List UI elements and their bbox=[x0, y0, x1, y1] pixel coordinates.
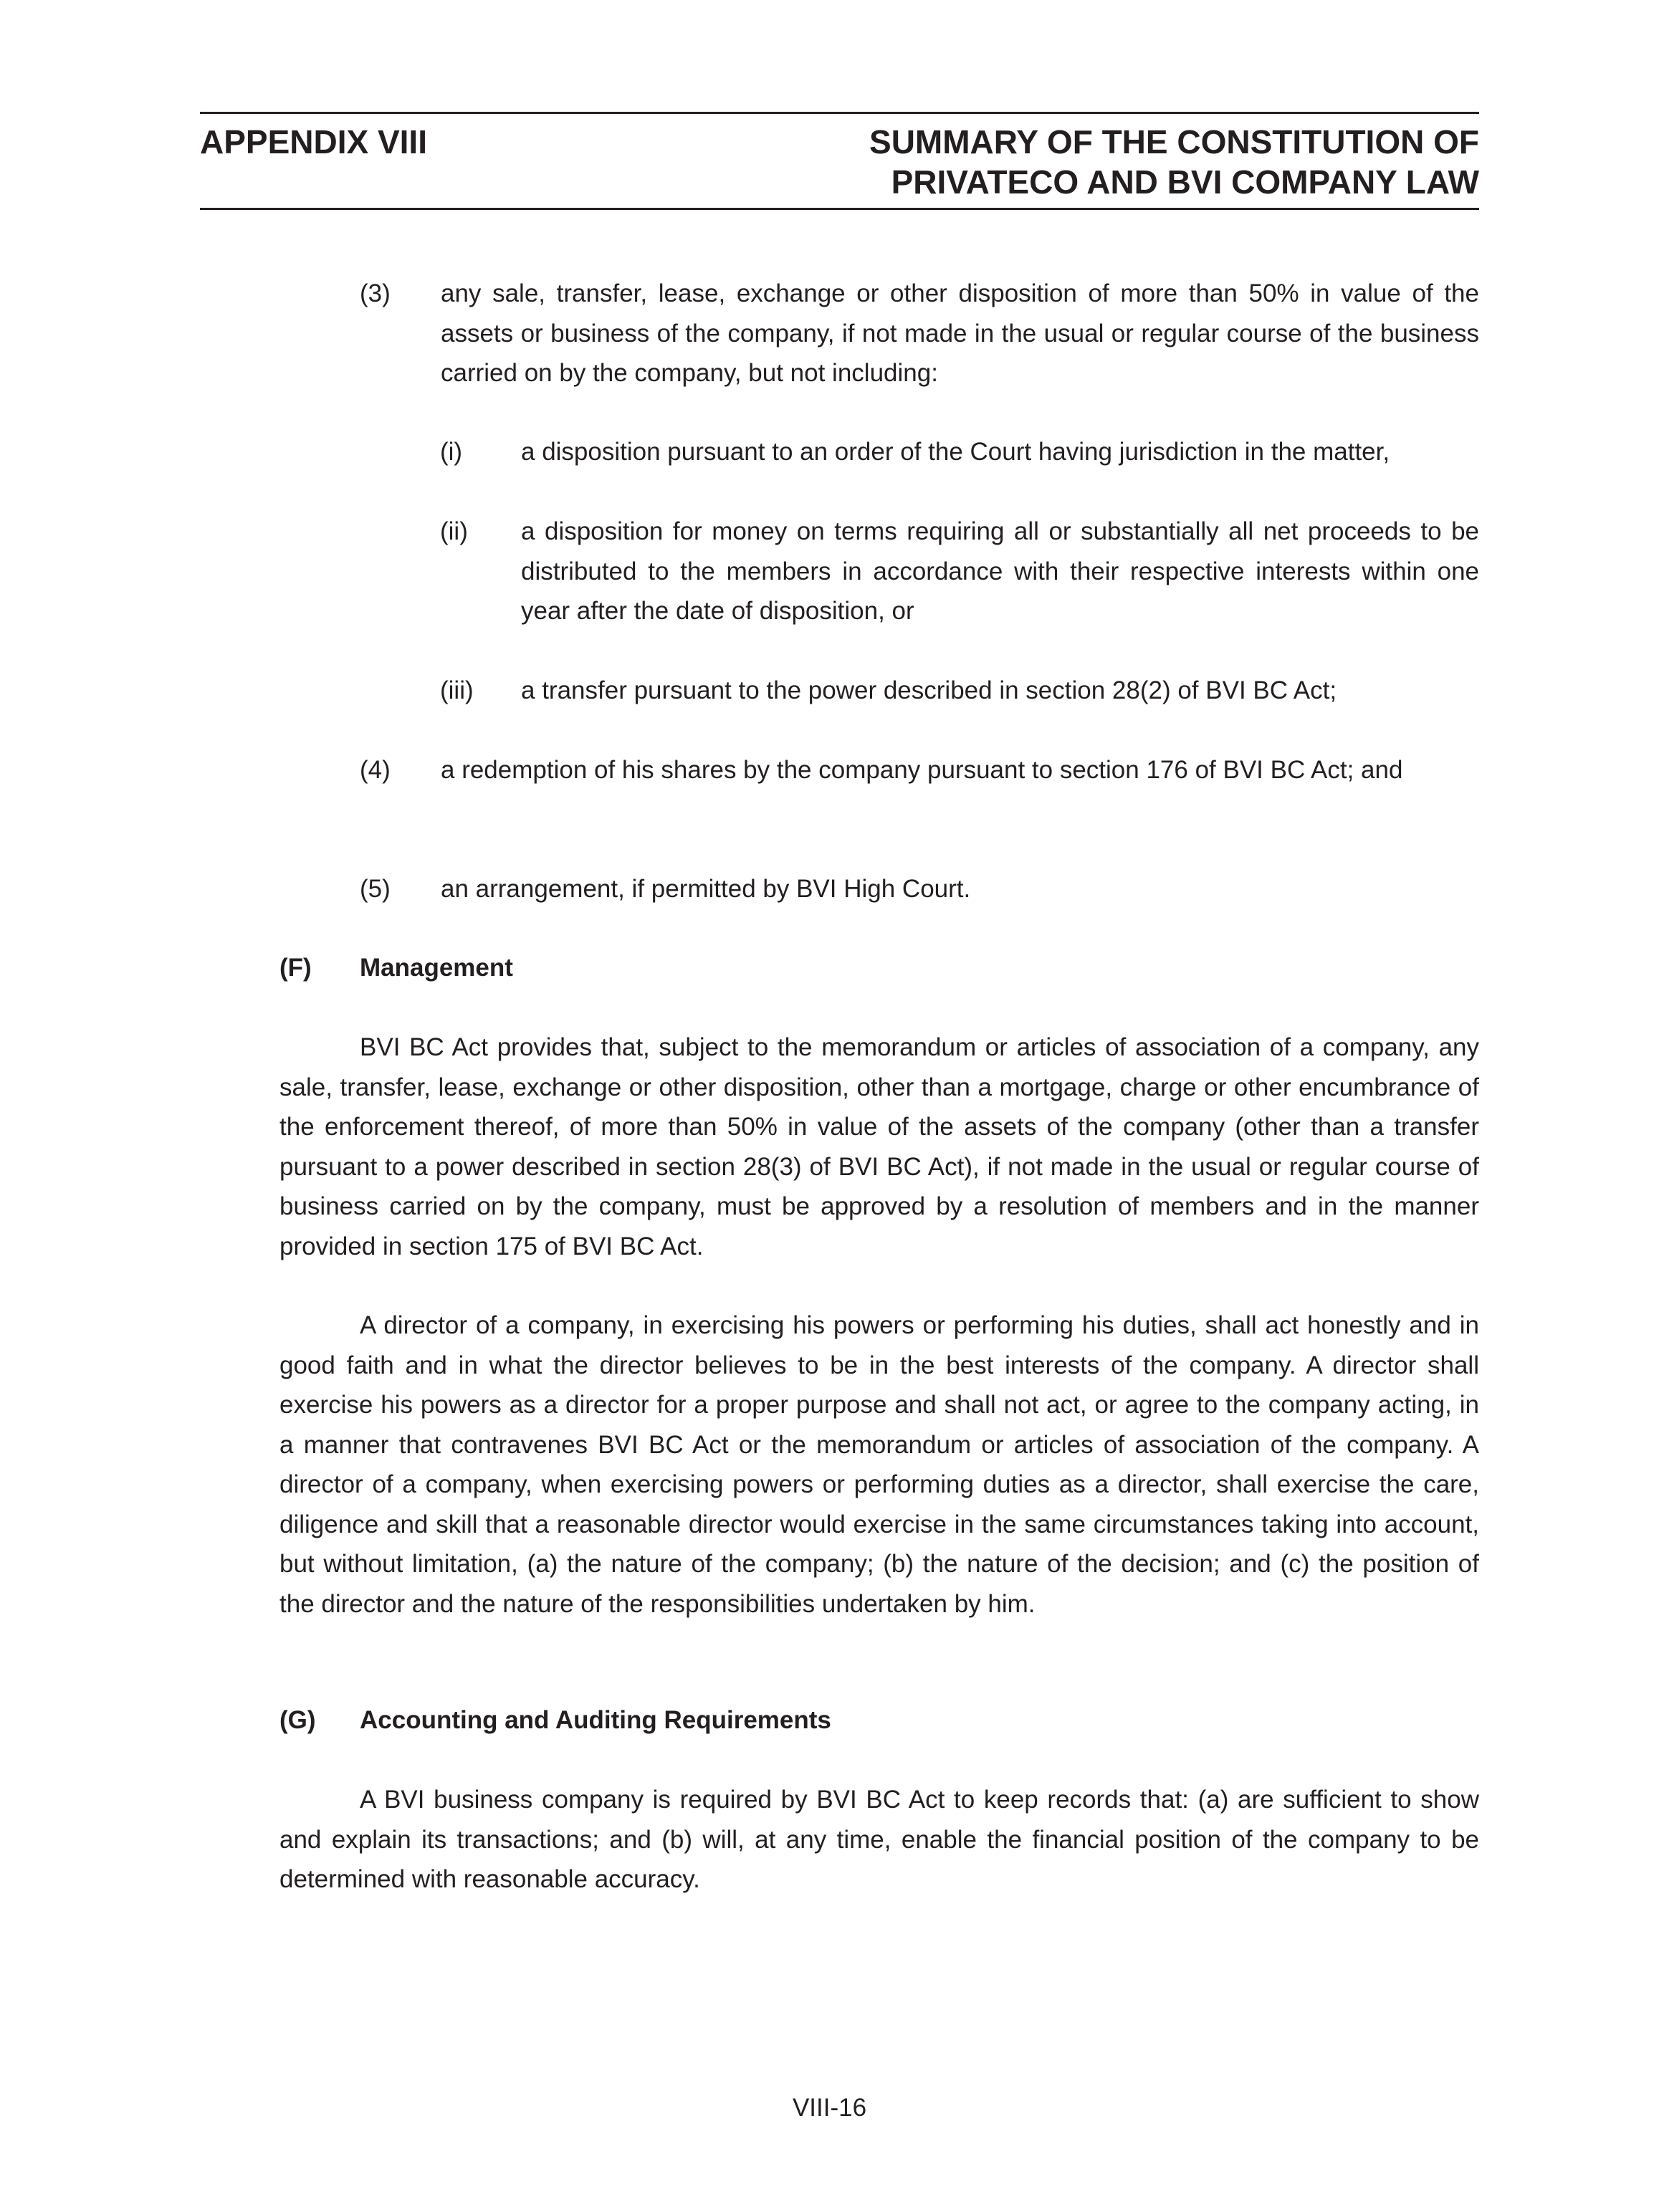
sub-item-text: a transfer pursuant to the power described in section 28(2) of BVI BC Act; bbox=[521, 676, 1337, 704]
sub-item-text: a disposition pursuant to an order of the Court having jurisdiction in the matter, bbox=[521, 438, 1390, 466]
sub-item-number: (i) bbox=[440, 438, 463, 466]
sub-item-number: (ii) bbox=[440, 517, 468, 545]
section-title: Management bbox=[360, 954, 513, 982]
section-letter: (G) bbox=[279, 1706, 316, 1734]
header-bottom-rule bbox=[200, 208, 1479, 210]
appendix-label: APPENDIX VIII bbox=[200, 123, 427, 161]
sub-item-text: a disposition for money on terms requiring all or substantially all net proceeds to be distributed to the members in accordance with their respective interests within one year after the date of disposition, or bbox=[521, 517, 1479, 625]
paragraph-accounting-1: A BVI business company is required by BVI BC Act to keep records that: (a) are sufficient to show and explain its transactions; and (b) will, at any time, enable the financial position of the company to be determined with reasonable accuracy. bbox=[279, 1786, 1479, 1893]
list-item-text: a redemption of his shares by the company pursuant to section 176 of BVI BC Act; and bbox=[441, 756, 1403, 784]
paragraph-management-1: BVI BC Act provides that, subject to the memorandum or articles of association of a company, any sale, transfer, lease, exchange or other disposition, other than a mortgage, charge or other encumbrance of the enforcement thereof, of more than 50% in value of the assets of the company (other than a transfer pursuant to a power described in section 28(3) of BVI BC Act), if not made in the usual or regular course of business carried on by the company, must be approved by a resolution of members and in the manner provided in section 175 of BVI BC Act. bbox=[279, 1033, 1479, 1260]
appendix-title bbox=[869, 122, 1479, 202]
appendix-title-line-1: SUMMARY OF THE CONSTITUTION OF bbox=[869, 123, 1479, 161]
sub-item-number: (iii) bbox=[440, 676, 474, 704]
paragraph-management-2: A director of a company, in exercising his powers or performing his duties, shall act honestly and in good faith and in what the director believes to be in the best interests of the company. A director shall exercise his powers as a director for a proper purpose and shall not act, or agree to the company acting, in a manner that contravenes BVI BC Act or the memorandum or articles of association of the company. A director of a company, when exercising powers or performing duties as a director, shall exercise the care, diligence and skill that a reasonable director would exercise in the same circumstances taking into account, but without limitation, (a) the nature of the company; (b) the nature of the decision; and (c) the position of the director and the nature of the responsibilities undertaken by him. bbox=[279, 1311, 1479, 1618]
list-item-number: (5) bbox=[360, 875, 391, 903]
appendix-title-line-2: PRIVATECO AND BVI COMPANY LAW bbox=[891, 163, 1479, 201]
list-item-number: (4) bbox=[360, 756, 391, 784]
header-top-rule bbox=[200, 112, 1479, 114]
section-title: Accounting and Auditing Requirements bbox=[360, 1706, 831, 1734]
list-item-text: any sale, transfer, lease, exchange or other disposition of more than 50% in value of the assets or business of the company, if not made in the usual or regular course of the business carried on by the company, but not including: bbox=[441, 279, 1479, 387]
page-number: VIII-16 bbox=[792, 2094, 867, 2122]
section-letter: (F) bbox=[279, 954, 312, 982]
list-item-number: (3) bbox=[360, 279, 391, 307]
list-item-text: an arrangement, if permitted by BVI High Court. bbox=[441, 875, 971, 903]
